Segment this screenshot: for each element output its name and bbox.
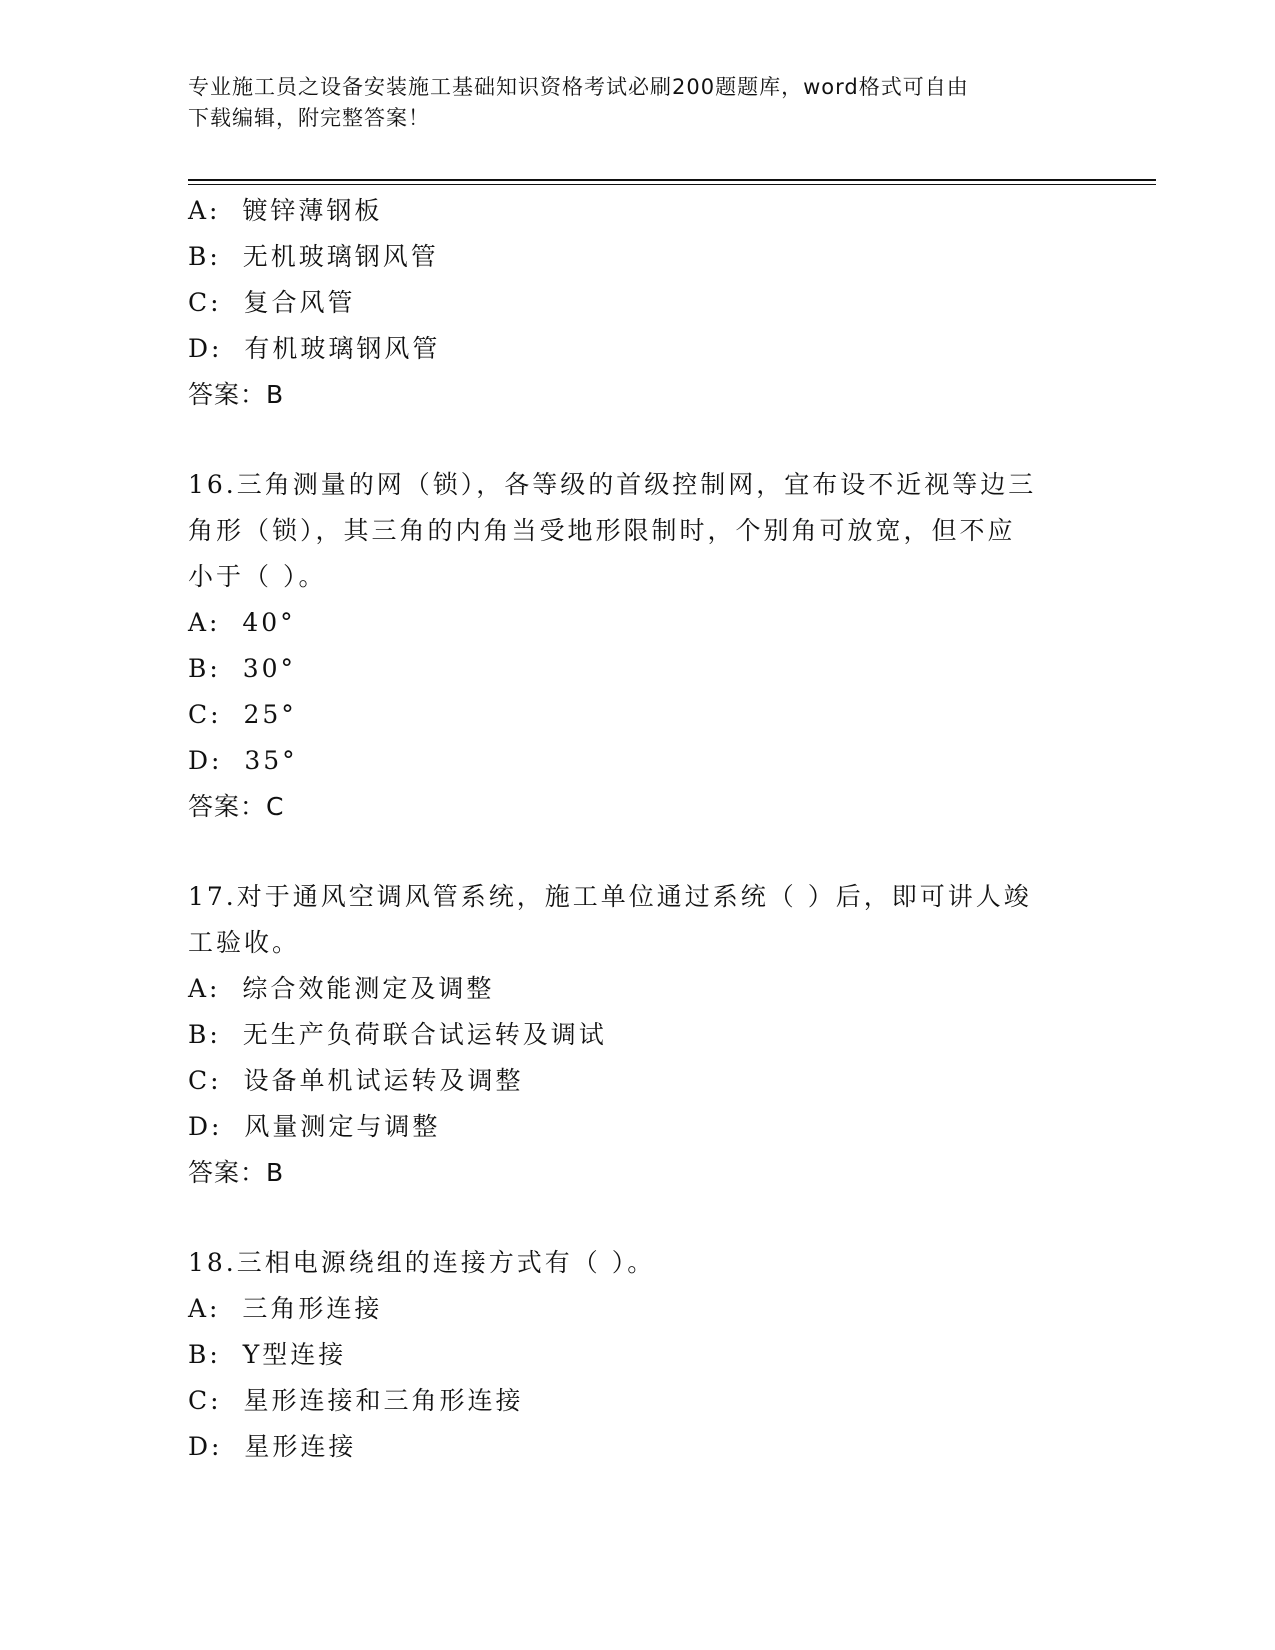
option-a: A: 三角形连接 [188, 1294, 383, 1323]
question-list [188, 188, 1088, 1470]
option-c: C: 设备单机试运转及调整 [188, 1066, 524, 1095]
option-b: B: Y型连接 [188, 1340, 347, 1369]
answer-label: 答案：B [188, 380, 285, 409]
option-d: D: 星形连接 [188, 1432, 357, 1461]
option-c: C: 星形连接和三角形连接 [188, 1386, 524, 1415]
option-a: A: 综合效能测定及调整 [188, 974, 495, 1003]
answer-label: 答案：C [188, 792, 285, 821]
option-a: A: 镀锌薄钢板 [188, 196, 383, 225]
document-header [188, 72, 1068, 134]
spacer [188, 830, 1088, 874]
option-d: D: 有机玻璃钢风管 [188, 334, 441, 363]
spacer [188, 418, 1088, 462]
header-line-2: 下载编辑，附完整答案！ [188, 106, 430, 130]
option-b: B: 30° [188, 654, 296, 683]
question-16 [188, 462, 1088, 830]
question-stem: 小于（ ）。 [188, 562, 327, 591]
option-a: A: 40° [188, 608, 296, 637]
header-rule-thin [188, 184, 1156, 185]
option-b: B: 无生产负荷联合试运转及调试 [188, 1020, 607, 1049]
option-d: D: 风量测定与调整 [188, 1112, 441, 1141]
header-line-1: 专业施工员之设备安装施工基础知识资格考试必刷200题题库，word格式可自由 [188, 75, 969, 99]
spacer [188, 1196, 1088, 1240]
question-stem: 18.三相电源绕组的连接方式有（ ）。 [188, 1248, 656, 1277]
question-stem: 角形（锁），其三角的内角当受地形限制时，个别角可放宽，但不应 [188, 516, 1016, 545]
question-stem: 17.对于通风空调风管系统，施工单位通过系统（ ）后，即可讲人竣 [188, 882, 1032, 911]
option-b: B: 无机玻璃钢风管 [188, 242, 439, 271]
option-c: C: 25° [188, 700, 297, 729]
option-d: D: 35° [188, 746, 298, 775]
option-c: C: 复合风管 [188, 288, 356, 317]
question-17 [188, 874, 1088, 1196]
answer-label: 答案：B [188, 1158, 285, 1187]
header-rule-thick [188, 179, 1156, 181]
question-stem: 16.三角测量的网（锁），各等级的首级控制网，宜布设不近视等边三 [188, 470, 1037, 499]
question-18 [188, 1240, 1088, 1470]
question-stem: 工验收。 [188, 928, 301, 957]
question-15 [188, 188, 1088, 418]
